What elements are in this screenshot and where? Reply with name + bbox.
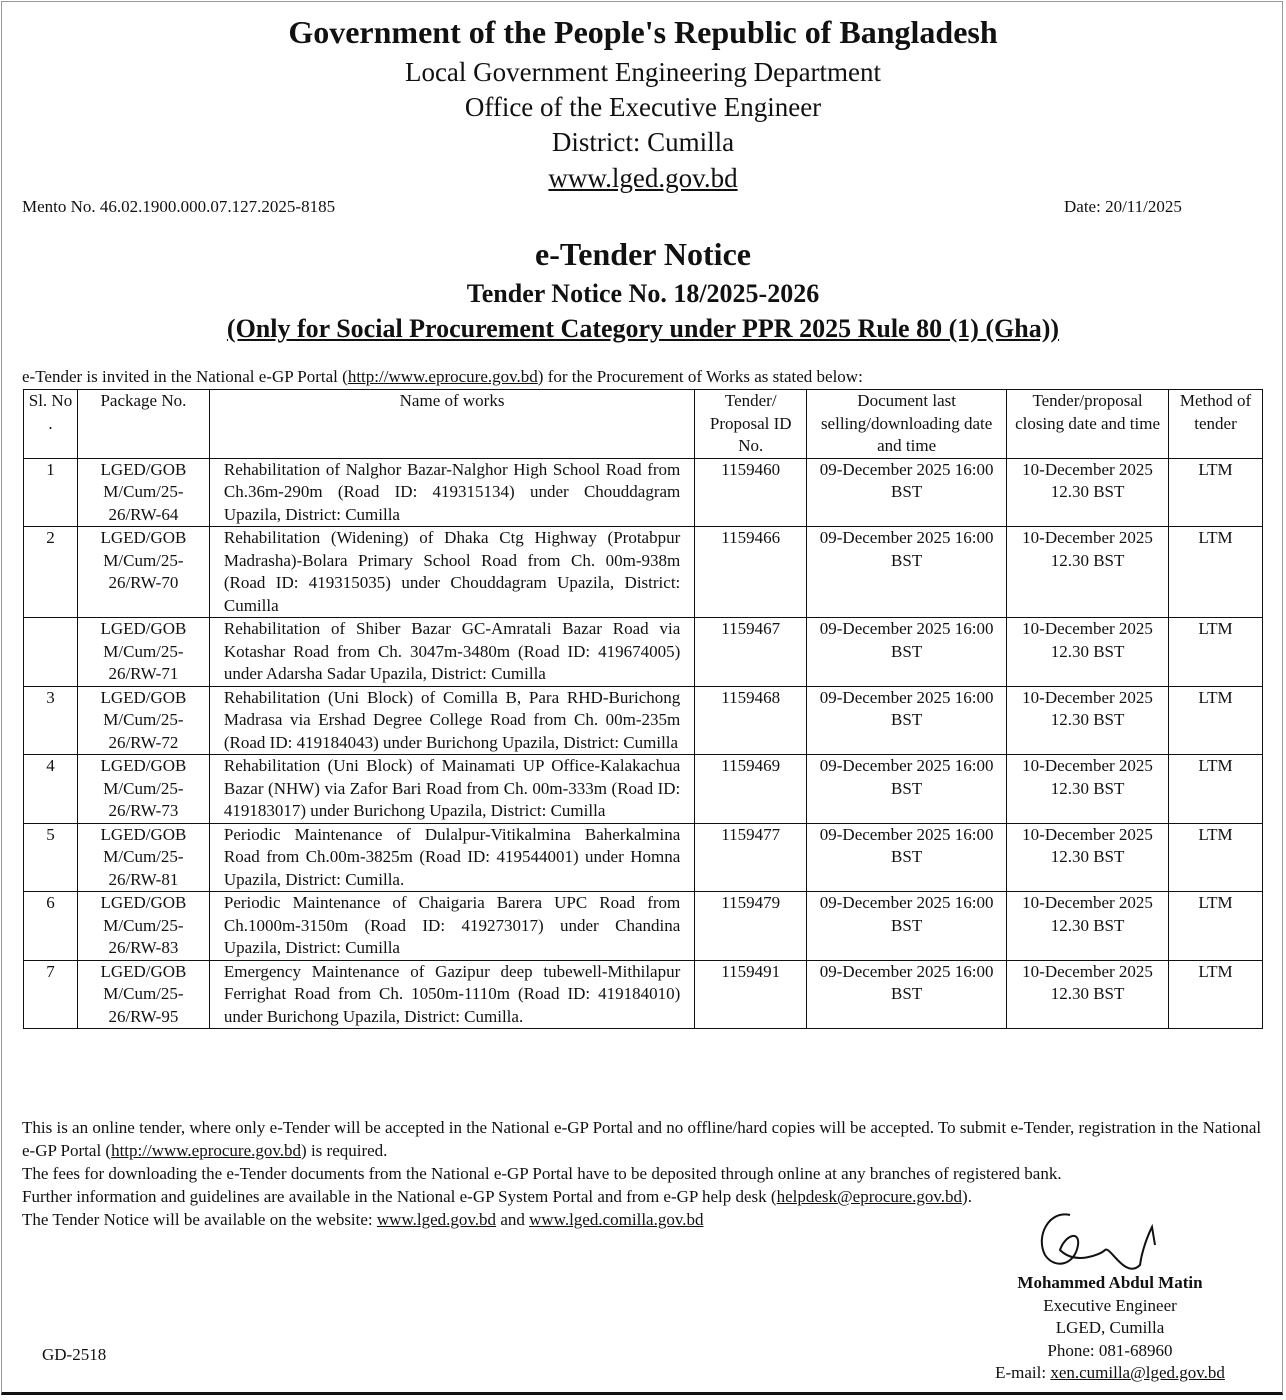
cell-doc: 09-December 2025 16:00 BST [807,892,1007,961]
cell-close: 10-December 2025 12.30 BST [1007,618,1169,687]
cell-pkg: LGED/GOB M/Cum/25-26/RW-64 [77,458,209,527]
cell-id: 1159479 [695,892,807,961]
eprocure-link[interactable]: http://www.eprocure.gov.bd [111,1141,302,1160]
footer-note-fees: The fees for downloading the e-Tender documents from the National e-GP Portal have to be deposited through online at any branches of registered bank. [22,1164,1062,1183]
email-link[interactable]: xen.cumilla@lged.gov.bd [1050,1363,1225,1382]
cell-pkg: LGED/GOB M/Cum/25-26/RW-71 [77,618,209,687]
signature-image [1030,1205,1180,1280]
table-row [24,618,1263,687]
cell-method: LTM [1169,618,1263,687]
signatory-name: Mohammed Abdul Matin [1017,1273,1203,1292]
cell-sl: 6 [24,892,78,961]
cell-id: 1159466 [695,527,807,618]
footer-note-website: The Tender Notice will be available on the website: www.lged.gov.bd and www.lged.comilla.gov.bd [22,1210,704,1229]
department-heading: Local Government Engineering Department [404,57,882,87]
column-header: Tender/proposal closing date and time [1007,390,1169,459]
footer-note-helpdesk: Further information and guidelines are available in the National e-GP System Portal and from e-GP help desk (helpdesk@eprocure.gov.bd). [22,1187,972,1206]
cell-close: 10-December 2025 12.30 BST [1007,458,1169,527]
memo-number: Mento No. 46.02.1900.000.07.127.2025-8185 [22,197,336,216]
column-header: Tender/ Proposal ID No. [695,390,807,459]
column-header: Method of tender [1169,390,1263,459]
intro-before: e-Tender is invited in the National e-GP Portal ( [22,367,348,386]
table-row [24,823,1263,892]
cell-method: LTM [1169,755,1263,824]
signatory-email: E-mail: xen.cumilla@lged.gov.bd [995,1363,1225,1382]
eprocure-link[interactable]: http://www.eprocure.gov.bd [347,367,538,386]
cell-id: 1159469 [695,755,807,824]
cell-name: Emergency Maintenance of Gazipur deep tubewell-Mithilapur Ferrighat Road from Ch. 1050m-1110m (Road ID: 419184010) under Burichong Upazila, District: Cumilla. [209,960,694,1029]
district-heading: District: Cumilla [551,127,735,157]
notice-date: Date: 20/11/2025 [1064,197,1182,216]
cell-close: 10-December 2025 12.30 BST [1007,755,1169,824]
cell-name: Rehabilitation (Widening) of Dhaka Ctg Highway (Protabpur Madrasha)-Bolara Primary School Road from Ch. 00m-938m (Road ID: 419315035) under Chouddagram Upazila, District: Cumilla [209,527,694,618]
comilla-website-link[interactable]: www.lged.comilla.gov.bd [529,1210,704,1229]
cell-name: Rehabilitation of Shiber Bazar GC-Amratali Bazar Road via Kotashar Road from Ch. 3047m-3480m (Road ID: 419674005) under Adarsha Sadar Upazila, District: Cumilla [209,618,694,687]
table-row [24,458,1263,527]
cell-id: 1159491 [695,960,807,1029]
cell-doc: 09-December 2025 16:00 BST [807,458,1007,527]
intro-text [22,367,863,387]
cell-id: 1159468 [695,686,807,755]
cell-method: LTM [1169,458,1263,527]
cell-name: Rehabilitation (Uni Block) of Comilla B, Para RHD-Burichong Madrasa via Ershad Degree College Road from Ch. 00m-235m (Road ID: 419184043) under Burichong Upazila, District: Cumilla [209,686,694,755]
cell-doc: 09-December 2025 16:00 BST [807,960,1007,1029]
cell-pkg: LGED/GOB M/Cum/25-26/RW-70 [77,527,209,618]
notice-title: e-Tender Notice [535,236,751,272]
cell-method: LTM [1169,892,1263,961]
cell-pkg: LGED/GOB M/Cum/25-26/RW-95 [77,960,209,1029]
column-header: Sl. No . [24,390,78,459]
cell-method: LTM [1169,686,1263,755]
cell-id: 1159477 [695,823,807,892]
cell-id: 1159467 [695,618,807,687]
cell-sl: 3 [24,686,78,755]
cell-sl: 1 [24,458,78,527]
signatory-block [960,1272,1260,1385]
cell-doc: 09-December 2025 16:00 BST [807,755,1007,824]
cell-pkg: LGED/GOB M/Cum/25-26/RW-81 [77,823,209,892]
reference-code: GD-2518 [42,1345,107,1364]
cell-close: 10-December 2025 12.30 BST [1007,960,1169,1029]
signatory-office: LGED, Cumilla [1055,1318,1165,1337]
procurement-category: (Only for Social Procurement Category under PPR 2025 Rule 80 (1) (Gha)) [226,314,1060,343]
cell-pkg: LGED/GOB M/Cum/25-26/RW-83 [77,892,209,961]
tender-table [23,389,1263,1029]
cell-close: 10-December 2025 12.30 BST [1007,892,1169,961]
cell-name: Periodic Maintenance of Chaigaria Barera UPC Road from Ch.1000m-3150m (Road ID: 419273017) under Chandina Upazila, District: Cumilla [209,892,694,961]
cell-pkg: LGED/GOB M/Cum/25-26/RW-73 [77,755,209,824]
cell-doc: 09-December 2025 16:00 BST [807,823,1007,892]
cell-name: Rehabilitation of Nalghor Bazar-Nalghor High School Road from Ch.36m-290m (Road ID: 419315134) under Chouddagram Upazila, District: Cumilla [209,458,694,527]
footer-note-online: This is an online tender, where only e-Tender will be accepted in the National e-GP Portal and no offline/hard copies will be accepted. To submit e-Tender, registration in the National e-GP Portal (http://www.eprocure.gov.bd) is required. [22,1118,1262,1160]
table-row [24,527,1263,618]
notice-number: Tender Notice No. 18/2025-2026 [466,279,820,308]
table-row [24,755,1263,824]
cell-doc: 09-December 2025 16:00 BST [807,527,1007,618]
table-row [24,686,1263,755]
cell-pkg: LGED/GOB M/Cum/25-26/RW-72 [77,686,209,755]
intro-after: ) for the Procurement of Works as stated below: [537,367,863,386]
cell-sl: 4 [24,755,78,824]
cell-close: 10-December 2025 12.30 BST [1007,823,1169,892]
column-header: Package No. [77,390,209,459]
cell-id: 1159460 [695,458,807,527]
cell-close: 10-December 2025 12.30 BST [1007,527,1169,618]
cell-sl: 5 [24,823,78,892]
cell-method: LTM [1169,960,1263,1029]
signatory-designation: Executive Engineer [1043,1295,1177,1315]
table-row [24,892,1263,961]
cell-doc: 09-December 2025 16:00 BST [807,618,1007,687]
cell-sl: 2 [24,527,78,618]
column-header: Document last selling/downloading date and time [807,390,1007,459]
cell-sl [24,618,78,687]
office-heading: Office of the Executive Engineer [464,92,822,122]
cell-name: Periodic Maintenance of Dulalpur-Vitikalmina Baherkalmina Road from Ch.00m-3825m (Road ID: 419544001) under Homna Upazila, District: Cumilla. [209,823,694,892]
table-row [24,960,1263,1029]
cell-sl: 7 [24,960,78,1029]
cell-name: Rehabilitation (Uni Block) of Mainamati UP Office-Kalakachua Bazar (NHW) via Zafor Bari Road from Ch. 00m-333m (Road ID: 419183017) under Burichong Upazila, District: Cumilla [209,755,694,824]
government-heading: Government of the People's Republic of Bangladesh [288,14,998,50]
cell-method: LTM [1169,527,1263,618]
cell-method: LTM [1169,823,1263,892]
signatory-phone: Phone: 081-68960 [1047,1340,1173,1360]
helpdesk-email-link[interactable]: helpdesk@eprocure.gov.bd [776,1187,963,1206]
website-link[interactable]: www.lged.gov.bd [548,163,738,193]
cell-close: 10-December 2025 12.30 BST [1007,686,1169,755]
column-header: Name of works [209,390,694,459]
lged-website-link[interactable]: www.lged.gov.bd [376,1210,497,1229]
cell-doc: 09-December 2025 16:00 BST [807,686,1007,755]
